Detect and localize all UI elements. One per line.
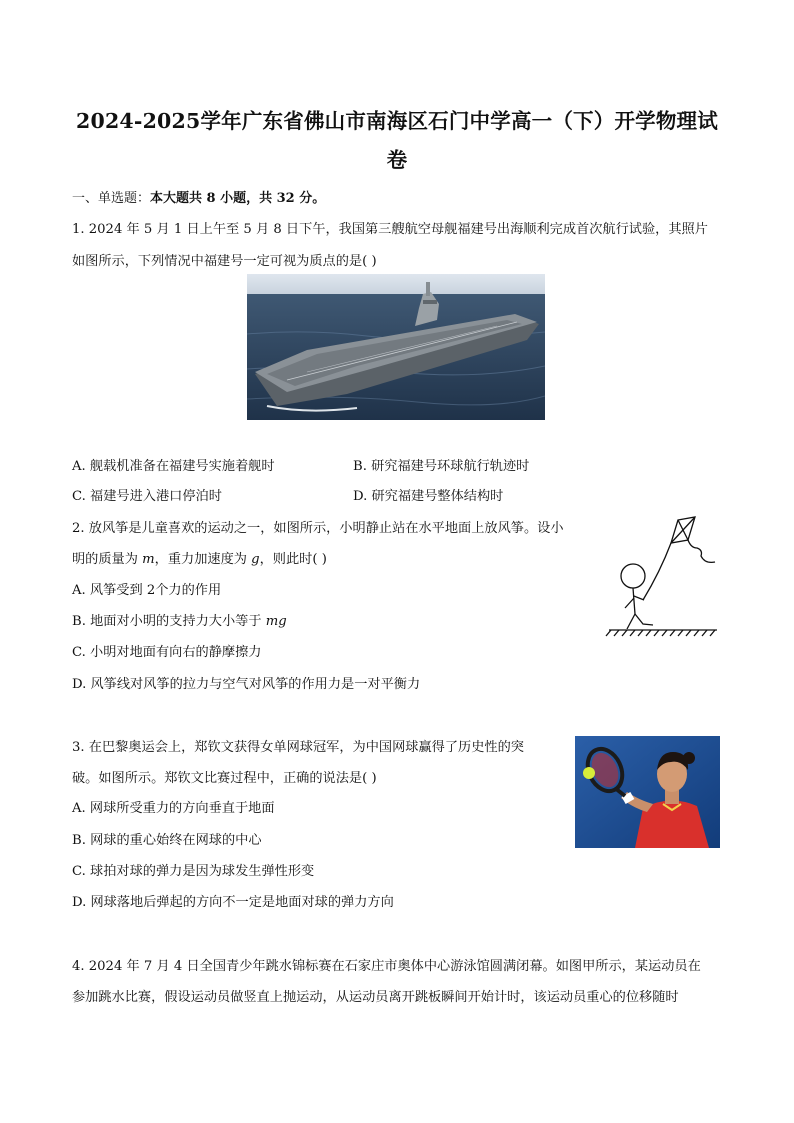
section-label: 一、单选题： [72, 191, 151, 206]
document-title-line-2: 卷 [386, 148, 408, 172]
q1-option-a: A. 舰载机准备在福建号实施着舰时 [72, 459, 275, 474]
q1-option-b: B. 研究福建号环球航行轨迹时 [353, 459, 530, 474]
q3-option-c: C. 球拍对球的弹力是因为球发生弹性形变 [72, 864, 315, 879]
q2-stem-line-1: 2. 放风筝是儿童喜欢的运动之一，如图所示，小明静止站在水平地面上放风筝。设小 [72, 521, 564, 536]
q2-option-c: C. 小明对地面有向右的静摩擦力 [72, 645, 262, 660]
q3-stem-line-1: 3. 在巴黎奥运会上，郑钦文获得女单网球冠军，为中国网球赢得了历史性的突 [72, 740, 524, 755]
aircraft-carrier-photo [247, 274, 545, 420]
q2-option-b-text: B. 地面对小明的支持力大小等于 [72, 614, 266, 629]
q2-stem-text-3: ，则此时( ) [259, 552, 327, 567]
q1-option-c: C. 福建号进入港口停泊时 [72, 489, 222, 504]
q4-stem-line-2: 参加跳水比赛，假设运动员做竖直上抛运动，从运动员离开跳板瞬间开始计时，该运动员重心的位移随时 [72, 990, 679, 1005]
q2-gravity-symbol: g [251, 552, 260, 567]
q2-stem-text-2: ，重力加速度为 [154, 552, 252, 567]
q2-option-d: D. 风筝线对风筝的拉力与空气对风筝的作用力是一对平衡力 [72, 677, 421, 692]
q3-option-b: B. 网球的重心始终在网球的中心 [72, 833, 262, 848]
q2-stem-text-1: 明的质量为 [72, 552, 143, 567]
document-title-line-1: 2024-2025学年广东省佛山市南海区石门中学高一（下）开学物理试 [76, 109, 718, 133]
q3-option-a: A. 网球所受重力的方向垂直于地面 [72, 801, 275, 816]
q3-option-d: D. 网球落地后弹起的方向不一定是地面对球的弹力方向 [72, 895, 394, 910]
section-heading [72, 187, 325, 206]
q2-option-b [72, 610, 287, 629]
q2-stem-line-2 [72, 548, 327, 567]
q4-stem-line-1: 4. 2024 年 7 月 4 日全国青少年跳水锦标赛在石家庄市奥体中心游泳馆圆满闭幕。如图甲所示，某运动员在 [72, 959, 701, 974]
q1-stem-line-1: 1. 2024 年 5 月 1 日上午至 5 月 8 日下午，我国第三艘航空母舰福建号出海顺利完成首次航行试验，其照片 [72, 222, 708, 237]
q1-stem-line-2: 如图所示，下列情况中福建号一定可视为质点的是( ) [72, 254, 377, 269]
q3-stem-line-2: 破。如图所示。郑钦文比赛过程中，正确的说法是( ) [72, 771, 377, 786]
tennis-player-photo [575, 736, 720, 848]
kite-stick-figure-diagram [605, 512, 725, 644]
q2-option-a: A. 风筝受到 2个力的作用 [72, 583, 222, 598]
q1-option-d: D. 研究福建号整体结构时 [353, 489, 504, 504]
q2-mass-symbol: m [142, 552, 155, 567]
q2-option-b-mg: mg [265, 614, 287, 629]
section-description: 本大题共 8 小题，共 32 分。 [150, 191, 326, 206]
